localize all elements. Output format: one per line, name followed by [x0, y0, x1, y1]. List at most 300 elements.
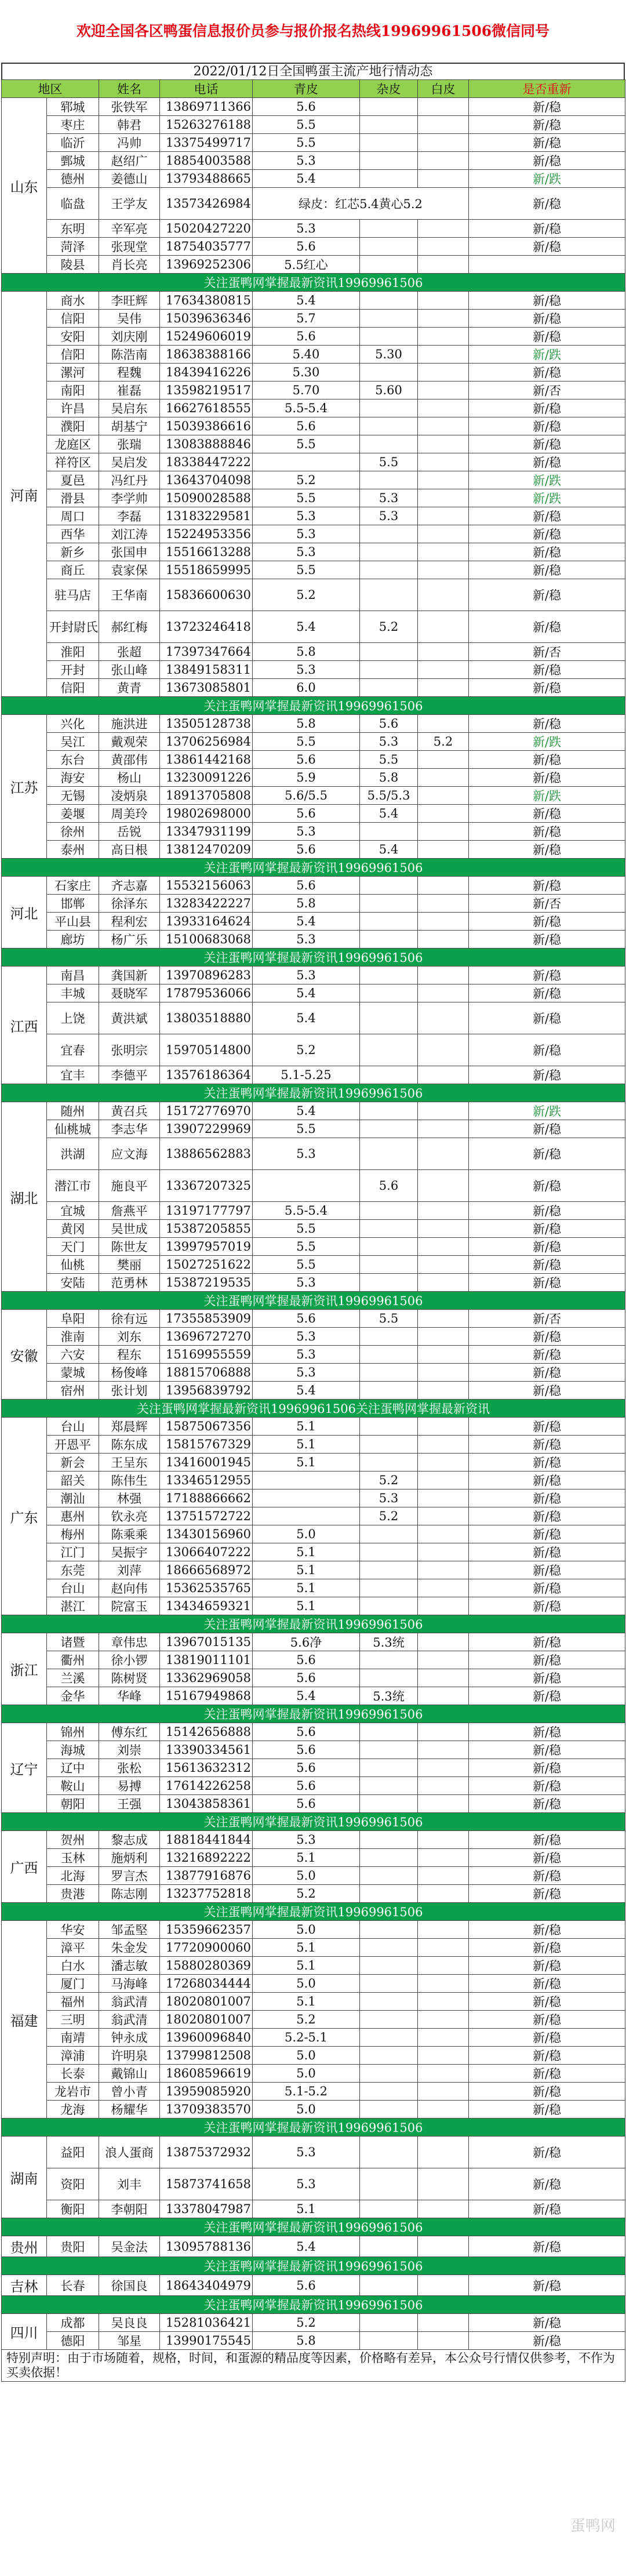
city-cell: 洪湖	[47, 1138, 99, 1170]
mixed-shell-cell	[360, 1939, 418, 1957]
white-shell-cell	[418, 152, 469, 170]
phone-cell: 13709383570	[160, 2101, 253, 2119]
phone-cell: 13751572722	[160, 1507, 253, 1525]
white-shell-cell	[418, 1436, 469, 1454]
city-cell: 蒙城	[47, 1364, 99, 1382]
name-cell: 傅东红	[99, 1723, 160, 1741]
mixed-shell-cell	[360, 1867, 418, 1885]
mixed-shell-cell	[360, 1579, 418, 1597]
name-cell: 戴锦山	[99, 2065, 160, 2083]
mixed-shell-cell: 5.3	[360, 507, 418, 525]
table-row	[2, 579, 625, 611]
phone-cell: 18338447222	[160, 453, 253, 471]
phone-cell: 13723246418	[160, 611, 253, 643]
white-shell-cell	[418, 1759, 469, 1777]
name-cell: 凌炳泉	[99, 787, 160, 805]
status-cell: 新/稳	[469, 2047, 625, 2065]
phone-cell: 13933164624	[160, 913, 253, 931]
status-cell: 新/稳	[469, 310, 625, 328]
status-cell: 新/稳	[469, 1454, 625, 1472]
white-shell-cell	[418, 2236, 469, 2257]
city-cell: 潮汕	[47, 1489, 99, 1507]
name-cell: 马海峰	[99, 1975, 160, 1993]
status-cell: 新/否	[469, 895, 625, 913]
city-cell: 东台	[47, 751, 99, 769]
green-shell-cell: 5.6	[253, 841, 360, 859]
phone-cell: 15836600630	[160, 579, 253, 611]
green-shell-cell: 5.6	[253, 98, 360, 116]
mixed-shell-cell	[360, 561, 418, 579]
city-cell: 商丘	[47, 561, 99, 579]
mixed-shell-cell	[360, 1256, 418, 1274]
status-cell: 新/稳	[469, 2236, 625, 2257]
white-shell-cell	[418, 643, 469, 661]
notice-row	[2, 2296, 625, 2314]
name-cell: 李朝阳	[99, 2200, 160, 2218]
mixed-shell-cell	[360, 1975, 418, 1993]
city-cell: 上饶	[47, 1002, 99, 1034]
status-cell: 新/稳	[469, 2029, 625, 2047]
status-cell: 新/否	[469, 382, 625, 399]
white-shell-cell	[418, 2029, 469, 2047]
mixed-shell-cell: 5.3统	[360, 1633, 418, 1651]
table-row	[2, 895, 625, 913]
white-shell-cell	[418, 382, 469, 399]
white-shell-cell	[418, 1454, 469, 1472]
city-cell: 龙海	[47, 2101, 99, 2119]
name-cell: 程魏	[99, 364, 160, 382]
city-cell: 仙桃城	[47, 1120, 99, 1138]
green-shell-cell: 5.6	[253, 1759, 360, 1777]
green-shell-cell: 5.6/5.5	[253, 787, 360, 805]
city-cell: 东明	[47, 220, 99, 238]
table-row	[2, 787, 625, 805]
city-cell: 湛江	[47, 1597, 99, 1615]
green-shell-cell: 5.0	[253, 2101, 360, 2119]
white-shell-cell	[418, 435, 469, 453]
phone-cell: 18020801007	[160, 2011, 253, 2029]
mixed-shell-cell	[360, 1795, 418, 1813]
mixed-shell-cell	[360, 1364, 418, 1382]
mixed-shell-cell	[360, 1120, 418, 1138]
white-shell-cell	[418, 895, 469, 913]
green-shell-cell: 5.5	[253, 435, 360, 453]
table-row	[2, 2011, 625, 2029]
name-cell: 王学友	[99, 188, 160, 220]
mixed-shell-cell	[360, 2011, 418, 2029]
phone-cell: 13430156960	[160, 1525, 253, 1543]
green-shell-cell: 5.5	[253, 134, 360, 152]
phone-cell: 13197177797	[160, 1202, 253, 1220]
white-shell-cell	[418, 1687, 469, 1705]
green-shell-cell: 5.5	[253, 116, 360, 134]
name-cell: 陈志刚	[99, 1885, 160, 1903]
phone-cell: 15169955559	[160, 1346, 253, 1364]
mixed-shell-cell	[360, 238, 418, 256]
name-cell: 钟永成	[99, 2029, 160, 2047]
phone-cell: 17720900060	[160, 1939, 253, 1957]
status-cell: 新/稳	[469, 1633, 625, 1651]
white-shell-cell	[418, 399, 469, 417]
status-cell: 新/稳	[469, 1507, 625, 1525]
mixed-shell-cell	[360, 1034, 418, 1066]
city-cell: 黄冈	[47, 1220, 99, 1238]
status-cell: 新/稳	[469, 1525, 625, 1543]
phone-cell: 13990175545	[160, 2332, 253, 2350]
table-row	[2, 1939, 625, 1957]
city-cell: 诸暨	[47, 1633, 99, 1651]
green-shell-cell: 5.3	[253, 1364, 360, 1382]
table-row	[2, 1238, 625, 1256]
status-cell: 新/稳	[469, 1170, 625, 1202]
name-cell: 张现堂	[99, 238, 160, 256]
phone-cell: 13849158311	[160, 661, 253, 679]
mixed-shell-cell	[360, 134, 418, 152]
status-cell: 新/稳	[469, 134, 625, 152]
city-cell: 北海	[47, 1867, 99, 1885]
region-cell: 河北	[2, 877, 47, 949]
green-shell-cell	[253, 1170, 360, 1202]
mixed-shell-cell	[360, 1418, 418, 1436]
table-row	[2, 399, 625, 417]
region-cell: 湖南	[2, 2137, 47, 2218]
city-cell: 祥符区	[47, 453, 99, 471]
phone-cell: 15387219535	[160, 1274, 253, 1292]
status-cell: 新/稳	[469, 435, 625, 453]
mixed-shell-cell	[360, 1436, 418, 1454]
status-cell: 新/稳	[469, 984, 625, 1002]
phone-cell: 13877916876	[160, 1867, 253, 1885]
table-row	[2, 188, 625, 220]
status-cell: 新/稳	[469, 1256, 625, 1274]
phone-cell: 17355853909	[160, 1310, 253, 1328]
city-cell: 阜阳	[47, 1310, 99, 1328]
phone-cell: 13706256984	[160, 733, 253, 751]
city-cell: 漯河	[47, 364, 99, 382]
region-cell: 江西	[2, 967, 47, 1084]
phone-cell: 15090028588	[160, 489, 253, 507]
table-row	[2, 1102, 625, 1120]
status-cell: 新/稳	[469, 877, 625, 895]
table-row	[2, 733, 625, 751]
white-shell-cell	[418, 1561, 469, 1579]
mixed-shell-cell: 5.2	[360, 1472, 418, 1489]
table-row	[2, 1034, 625, 1066]
status-cell: 新/稳	[469, 364, 625, 382]
mixed-shell-cell	[360, 1849, 418, 1867]
status-cell: 新/稳	[469, 1939, 625, 1957]
white-shell-cell	[418, 967, 469, 984]
table-row	[2, 1066, 625, 1084]
table-row	[2, 1328, 625, 1346]
phone-cell: 15532156063	[160, 877, 253, 895]
mixed-shell-cell	[360, 310, 418, 328]
table-row	[2, 310, 625, 328]
green-shell-cell: 5.5	[253, 561, 360, 579]
notice-row	[2, 2257, 625, 2275]
name-cell: 李德平	[99, 1066, 160, 1084]
white-shell-cell	[418, 1867, 469, 1885]
status-cell: 新/稳	[469, 1328, 625, 1346]
mixed-shell-cell: 5.2	[360, 611, 418, 643]
name-cell: 程东	[99, 1346, 160, 1364]
status-cell: 新/否	[469, 1310, 625, 1328]
phone-cell: 15172776970	[160, 1102, 253, 1120]
status-cell: 新/稳	[469, 1364, 625, 1382]
white-shell-cell	[418, 1418, 469, 1436]
mixed-shell-cell	[360, 1346, 418, 1364]
mixed-shell-cell	[360, 435, 418, 453]
white-shell-cell	[418, 364, 469, 382]
table-row	[2, 435, 625, 453]
green-shell-cell: 5.6	[253, 1741, 360, 1759]
city-cell: 吴江	[47, 733, 99, 751]
status-cell: 新/稳	[469, 2137, 625, 2168]
city-cell: 宿州	[47, 1382, 99, 1400]
mixed-shell-cell	[360, 2047, 418, 2065]
white-shell-cell	[418, 417, 469, 435]
white-shell-cell	[418, 1220, 469, 1238]
phone-cell: 15518659995	[160, 561, 253, 579]
city-cell: 夏邑	[47, 471, 99, 489]
name-cell: 高日根	[99, 841, 160, 859]
table-row	[2, 1382, 625, 1400]
city-cell: 台山	[47, 1579, 99, 1597]
notice-text: 关注蛋鸭网掌握最新资讯19969961506	[2, 2218, 625, 2236]
status-cell: 新/稳	[469, 507, 625, 525]
green-shell-cell: 5.8	[253, 895, 360, 913]
phone-cell: 18913705808	[160, 787, 253, 805]
phone-cell: 15613632312	[160, 1759, 253, 1777]
table-row	[2, 489, 625, 507]
mixed-shell-cell	[360, 823, 418, 841]
mixed-shell-cell	[360, 913, 418, 931]
status-cell: 新/稳	[469, 661, 625, 679]
green-shell-cell: 5.0	[253, 1525, 360, 1543]
mixed-shell-cell	[360, 116, 418, 134]
white-shell-cell	[418, 2275, 469, 2296]
mixed-shell-cell	[360, 1723, 418, 1741]
header-name: 姓名	[99, 80, 160, 98]
green-shell-cell: 5.8	[253, 2332, 360, 2350]
city-cell: 泰州	[47, 841, 99, 859]
city-cell: 惠州	[47, 1507, 99, 1525]
green-shell-cell: 5.8	[253, 715, 360, 733]
status-cell: 新/稳	[469, 2275, 625, 2296]
status-cell: 新/稳	[469, 1066, 625, 1084]
green-shell-cell: 5.6净	[253, 1633, 360, 1651]
notice-text: 关注蛋鸭网掌握最新资讯19969961506	[2, 1813, 625, 1831]
city-cell: 信阳	[47, 346, 99, 364]
white-shell-cell	[418, 1957, 469, 1975]
phone-cell: 13390334561	[160, 1741, 253, 1759]
phone-cell: 19802698000	[160, 805, 253, 823]
name-cell: 赵向伟	[99, 1579, 160, 1597]
phone-cell: 15873741658	[160, 2168, 253, 2200]
white-shell-cell	[418, 1170, 469, 1202]
white-shell-cell	[418, 787, 469, 805]
table-row	[2, 1633, 625, 1651]
name-cell: 王呈东	[99, 1454, 160, 1472]
mixed-shell-cell: 5.60	[360, 382, 418, 399]
table-row	[2, 364, 625, 382]
table-row	[2, 2275, 625, 2296]
table-row	[2, 679, 625, 697]
status-cell: 新/稳	[469, 543, 625, 561]
city-cell: 海安	[47, 769, 99, 787]
green-shell-cell: 5.5-5.4	[253, 1202, 360, 1220]
table-row	[2, 1364, 625, 1382]
table-row	[2, 1436, 625, 1454]
table-row	[2, 1561, 625, 1579]
phone-cell: 13043858361	[160, 1795, 253, 1813]
city-cell: 江门	[47, 1543, 99, 1561]
table-row	[2, 1777, 625, 1795]
table-row	[2, 1975, 625, 1993]
green-shell-cell: 5.3	[253, 1346, 360, 1364]
mixed-shell-cell	[360, 1002, 418, 1034]
green-shell-cell: 5.1	[253, 1849, 360, 1867]
white-shell-cell	[418, 1489, 469, 1507]
page-title: 2022/01/12日全国鸭蛋主流产地行情动态	[1, 63, 625, 79]
city-cell: 平山县	[47, 913, 99, 931]
status-cell: 新/稳	[469, 1831, 625, 1849]
mixed-shell-cell	[360, 2083, 418, 2101]
table-row	[2, 1454, 625, 1472]
status-cell: 新/稳	[469, 188, 625, 220]
phone-cell: 18818441844	[160, 1831, 253, 1849]
phone-cell: 15027251622	[160, 1256, 253, 1274]
status-cell	[469, 256, 625, 274]
city-cell: 白水	[47, 1957, 99, 1975]
mixed-shell-cell	[360, 1921, 418, 1939]
white-shell-cell	[418, 98, 469, 116]
name-cell: 李学帅	[99, 489, 160, 507]
phone-cell: 15020427220	[160, 220, 253, 238]
name-cell: 岳锐	[99, 823, 160, 841]
notice-row	[2, 2119, 625, 2137]
green-shell-cell: 5.3	[253, 2168, 360, 2200]
status-cell: 新/稳	[469, 2168, 625, 2200]
city-cell: 梅州	[47, 1525, 99, 1543]
phone-cell: 13793488665	[160, 170, 253, 188]
white-shell-cell	[418, 1777, 469, 1795]
status-cell: 新/稳	[469, 1120, 625, 1138]
status-cell: 新/稳	[469, 1561, 625, 1579]
status-cell: 新/稳	[469, 525, 625, 543]
white-shell-cell	[418, 1597, 469, 1615]
phone-cell: 13216892222	[160, 1849, 253, 1867]
green-shell-cell: 5.5红心	[253, 256, 360, 274]
white-shell-cell	[418, 220, 469, 238]
table-row	[2, 2332, 625, 2350]
white-shell-cell	[418, 1328, 469, 1346]
table-row	[2, 913, 625, 931]
mixed-shell-cell	[360, 328, 418, 346]
green-shell-cell: 5.1-5.25	[253, 1066, 360, 1084]
mixed-shell-cell	[360, 2314, 418, 2332]
city-cell: 天门	[47, 1238, 99, 1256]
price-table	[1, 79, 625, 2382]
green-shell-cell: 绿皮：红芯5.4黄心5.2	[253, 188, 469, 220]
mixed-shell-cell	[360, 679, 418, 697]
white-shell-cell	[418, 256, 469, 274]
city-cell: 衢州	[47, 1651, 99, 1669]
white-shell-cell	[418, 238, 469, 256]
mixed-shell-cell	[360, 661, 418, 679]
name-cell: 黄青	[99, 679, 160, 697]
white-shell-cell	[418, 2314, 469, 2332]
notice-text: 关注蛋鸭网掌握最新资讯19969961506	[2, 1292, 625, 1310]
name-cell: 院富玉	[99, 1597, 160, 1615]
city-cell: 开恩平	[47, 1436, 99, 1454]
green-shell-cell: 5.4	[253, 913, 360, 931]
mixed-shell-cell	[360, 1561, 418, 1579]
name-cell: 吴金法	[99, 2236, 160, 2257]
city-cell: 廊坊	[47, 931, 99, 949]
name-cell: 易搏	[99, 1777, 160, 1795]
notice-row	[2, 1903, 625, 1921]
mixed-shell-cell	[360, 895, 418, 913]
green-shell-cell: 5.2	[253, 2314, 360, 2332]
table-row	[2, 1310, 625, 1328]
name-cell: 朱金发	[99, 1939, 160, 1957]
white-shell-cell	[418, 1849, 469, 1867]
mixed-shell-cell	[360, 1993, 418, 2011]
green-shell-cell: 5.4	[253, 292, 360, 310]
city-cell: 贵阳	[47, 2236, 99, 2257]
phone-cell: 13799812508	[160, 2047, 253, 2065]
phone-cell: 13598219517	[160, 382, 253, 399]
name-cell: 华峰	[99, 1687, 160, 1705]
green-shell-cell: 5.6	[253, 1669, 360, 1687]
phone-cell: 13573426984	[160, 188, 253, 220]
phone-cell: 18754035777	[160, 238, 253, 256]
white-shell-cell	[418, 2168, 469, 2200]
mixed-shell-cell	[360, 98, 418, 116]
name-cell: 胡基宁	[99, 417, 160, 435]
green-shell-cell	[253, 1489, 360, 1507]
green-shell-cell: 5.4	[253, 611, 360, 643]
white-shell-cell	[418, 2011, 469, 2029]
header-green-shell: 青皮	[253, 80, 360, 98]
name-cell: 张铁军	[99, 98, 160, 116]
phone-cell: 15249606019	[160, 328, 253, 346]
mixed-shell-cell	[360, 1138, 418, 1170]
table-row	[2, 382, 625, 399]
notice-text: 关注蛋鸭网掌握最新资讯19969961506	[2, 1903, 625, 1921]
mixed-shell-cell	[360, 170, 418, 188]
table-row	[2, 1993, 625, 2011]
status-cell: 新/稳	[469, 561, 625, 579]
notice-text: 关注蛋鸭网掌握最新资讯19969961506	[2, 1084, 625, 1102]
name-cell: 齐志嘉	[99, 877, 160, 895]
status-cell: 新/稳	[469, 751, 625, 769]
city-cell: 龙岩市	[47, 2083, 99, 2101]
phone-cell: 15281036421	[160, 2314, 253, 2332]
city-cell: 商水	[47, 292, 99, 310]
green-shell-cell: 5.3	[253, 1274, 360, 1292]
table-row	[2, 984, 625, 1002]
green-shell-cell: 5.5	[253, 1238, 360, 1256]
status-cell: 新/跌	[469, 170, 625, 188]
table-row	[2, 346, 625, 364]
phone-cell: 17397347664	[160, 643, 253, 661]
city-cell: 锦州	[47, 1723, 99, 1741]
phone-cell: 13095788136	[160, 2236, 253, 2257]
phone-cell: 13378047987	[160, 2200, 253, 2218]
city-cell: 德州	[47, 170, 99, 188]
